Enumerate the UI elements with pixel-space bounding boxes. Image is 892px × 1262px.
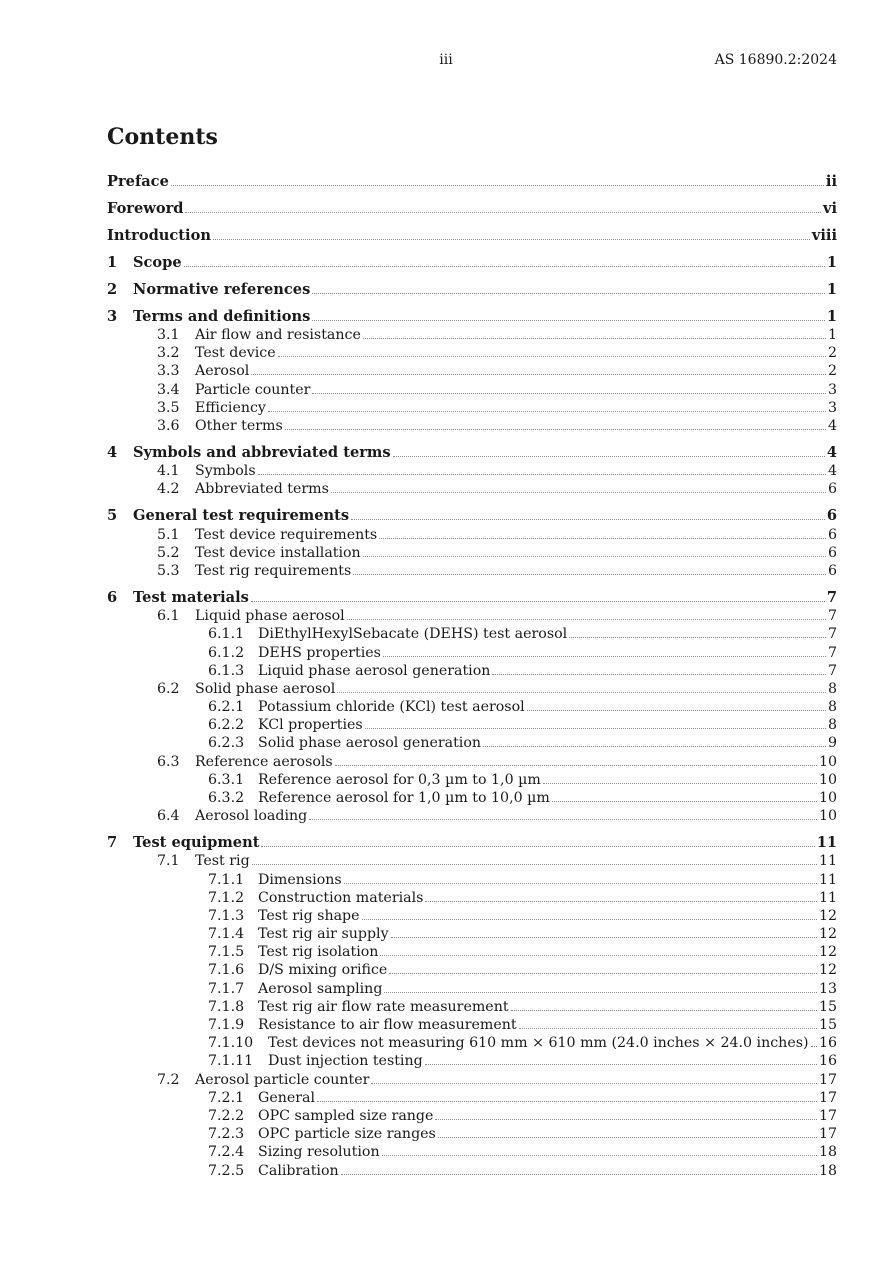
toc-entry-title: Test device requirements xyxy=(195,526,378,543)
toc-entry-page: 18 xyxy=(818,1144,837,1161)
toc-entry-number: 7.1.3 xyxy=(208,907,245,924)
toc-entry-page: 11 xyxy=(818,853,837,870)
toc-entry-number: 7.1.7 xyxy=(208,980,245,997)
toc-entry-page: 12 xyxy=(818,962,837,979)
dot-leader xyxy=(425,889,817,902)
toc-entry-title: Test devices not measuring 610 mm × 610 mm (24.0 inches × 24.0 inches) xyxy=(268,1035,809,1052)
dot-leader xyxy=(438,1125,817,1138)
dot-leader xyxy=(347,607,826,620)
toc-entry[interactable] xyxy=(107,834,837,852)
toc-entry[interactable] xyxy=(107,1143,837,1161)
toc-entry[interactable] xyxy=(107,1125,837,1143)
toc-entry-title: Aerosol loading xyxy=(195,808,308,825)
dot-leader xyxy=(317,1089,817,1102)
toc-entry-page: 15 xyxy=(818,998,837,1015)
header-page-number: iii xyxy=(439,52,453,68)
toc-entry[interactable] xyxy=(107,1071,837,1089)
toc-entry-title: Test materials xyxy=(133,588,249,606)
toc-entry-title: Particle counter xyxy=(195,381,311,398)
dot-leader xyxy=(344,871,817,884)
toc-entry-page: 4 xyxy=(827,463,837,480)
toc-entry-page: 7 xyxy=(827,626,837,643)
toc-entry[interactable] xyxy=(107,254,837,272)
toc-entry-title: Resistance to air flow measurement xyxy=(258,1017,517,1034)
toc-entry[interactable] xyxy=(107,716,837,734)
dot-leader xyxy=(341,1162,817,1175)
toc-entry-page: 4 xyxy=(827,418,837,435)
toc-entry[interactable] xyxy=(107,1107,837,1125)
toc-entry-number: 7.1 xyxy=(157,853,180,870)
dot-leader xyxy=(811,1034,817,1047)
table-of-contents xyxy=(107,173,837,1180)
toc-entry[interactable] xyxy=(107,399,837,417)
toc-entry[interactable] xyxy=(107,308,837,326)
toc-entry-number: 7.2.3 xyxy=(208,1126,245,1143)
toc-entry[interactable] xyxy=(107,753,837,771)
toc-entry[interactable] xyxy=(107,943,837,961)
toc-entry[interactable] xyxy=(107,662,837,680)
toc-entry-title: General test requirements xyxy=(133,507,350,525)
toc-entry[interactable] xyxy=(107,344,837,362)
toc-entry-title: D/S mixing orifice xyxy=(258,962,388,979)
toc-entry-number: 7 xyxy=(107,834,118,852)
toc-entry-title: OPC sampled size range xyxy=(258,1107,434,1124)
dot-leader xyxy=(335,753,817,766)
toc-entry-title: DiEthylHexylSebacate (DEHS) test aerosol xyxy=(258,626,568,643)
toc-entry-title: Symbols xyxy=(195,463,256,480)
toc-entry-page: 1 xyxy=(826,280,837,298)
toc-entry-page: 11 xyxy=(816,834,837,852)
toc-entry-number: 5 xyxy=(107,507,118,525)
toc-entry-number: 7.1.9 xyxy=(208,1017,245,1034)
dot-leader xyxy=(365,716,826,729)
toc-entry-page: 12 xyxy=(818,926,837,943)
toc-entry-title: Reference aerosols xyxy=(195,753,333,770)
toc-entry-title: Potassium chloride (KCl) test aerosol xyxy=(258,699,525,716)
dot-leader xyxy=(389,961,817,974)
toc-entry-title: Reference aerosol for 0,3 µm to 1,0 µm xyxy=(258,771,541,788)
toc-entry-number: 5.3 xyxy=(157,562,180,579)
toc-entry[interactable] xyxy=(107,200,837,218)
toc-entry-number: 5.1 xyxy=(157,526,180,543)
toc-entry-title: Aerosol xyxy=(195,363,250,380)
toc-entry-page: 7 xyxy=(827,662,837,679)
toc-entry-title: Calibration xyxy=(258,1162,339,1179)
dot-leader xyxy=(362,907,817,920)
toc-entry-page: 15 xyxy=(818,1017,837,1034)
toc-entry-page: 6 xyxy=(827,526,837,543)
toc-entry-title: Liquid phase aerosol xyxy=(195,608,345,625)
toc-entry-page: 1 xyxy=(826,253,837,271)
toc-entry[interactable] xyxy=(107,644,837,662)
toc-entry-title: Dust injection testing xyxy=(268,1053,423,1070)
toc-entry-title: Test rig isolation xyxy=(258,944,379,961)
toc-entry[interactable] xyxy=(107,227,837,245)
dot-leader xyxy=(312,308,824,321)
dot-leader xyxy=(393,444,825,457)
toc-entry-number: 3.3 xyxy=(157,363,180,380)
toc-entry-page: 7 xyxy=(826,588,837,606)
toc-entry-number: 5.2 xyxy=(157,544,180,561)
toc-entry-page: 7 xyxy=(827,608,837,625)
toc-entry-page: 17 xyxy=(818,1089,837,1106)
toc-entry[interactable] xyxy=(107,1034,837,1052)
toc-entry-page: 17 xyxy=(818,1071,837,1088)
toc-entry-page: 9 xyxy=(827,735,837,752)
dot-leader xyxy=(213,227,810,240)
toc-entry-title: Efficiency xyxy=(195,399,266,416)
toc-entry-number: 1 xyxy=(107,253,118,271)
page-title: Contents xyxy=(107,124,218,150)
dot-leader xyxy=(353,562,826,575)
toc-entry[interactable] xyxy=(107,698,837,716)
dot-leader xyxy=(309,807,817,820)
toc-entry-number: 3 xyxy=(107,307,118,325)
dot-leader xyxy=(261,834,814,847)
toc-entry-page: 6 xyxy=(827,562,837,579)
toc-entry[interactable] xyxy=(107,607,837,625)
toc-entry-number: 7.2.2 xyxy=(208,1107,245,1124)
toc-entry[interactable] xyxy=(107,362,837,380)
toc-entry[interactable] xyxy=(107,1052,837,1070)
toc-entry-page: 11 xyxy=(818,889,837,906)
toc-entry-number: 4 xyxy=(107,444,118,462)
toc-entry-page: 10 xyxy=(818,771,837,788)
dot-leader xyxy=(543,771,817,784)
toc-entry-number: 7.1.4 xyxy=(208,926,245,943)
dot-leader xyxy=(351,507,825,520)
toc-entry-number: 7.2.4 xyxy=(208,1144,245,1161)
toc-entry[interactable] xyxy=(107,961,837,979)
toc-entry-number: 3.1 xyxy=(157,327,180,344)
toc-entry-number: 4.2 xyxy=(157,481,180,498)
toc-entry-title: Preface xyxy=(107,173,169,190)
dot-leader xyxy=(382,1143,817,1156)
dot-leader xyxy=(251,589,825,602)
dot-leader xyxy=(483,734,826,747)
toc-entry-number: 3.4 xyxy=(157,381,180,398)
dot-leader xyxy=(552,789,817,802)
toc-entry[interactable] xyxy=(107,562,837,580)
toc-entry-title: Reference aerosol for 1,0 µm to 10,0 µm xyxy=(258,790,550,806)
toc-entry-title: Test rig shape xyxy=(258,907,360,924)
toc-entry[interactable] xyxy=(107,281,837,299)
dot-leader xyxy=(384,980,817,993)
toc-entry-page: 1 xyxy=(827,327,837,344)
toc-entry-page: 2 xyxy=(827,345,837,362)
toc-entry[interactable] xyxy=(107,1162,837,1180)
toc-entry[interactable] xyxy=(107,173,837,191)
dot-leader xyxy=(268,399,826,412)
toc-entry[interactable] xyxy=(107,889,837,907)
dot-leader xyxy=(435,1107,817,1120)
dot-leader xyxy=(519,1016,817,1029)
dot-leader xyxy=(425,1052,817,1065)
toc-entry-page: 6 xyxy=(826,507,837,525)
toc-entry-number: 7.1.10 xyxy=(208,1035,254,1052)
toc-entry-title: Solid phase aerosol xyxy=(195,680,336,697)
dot-leader xyxy=(312,381,826,394)
toc-entry-title: Test rig xyxy=(195,853,250,870)
toc-entry[interactable] xyxy=(107,326,837,344)
toc-entry-page: 8 xyxy=(827,717,837,734)
toc-entry-title: General xyxy=(258,1089,316,1106)
dot-leader xyxy=(492,662,826,675)
toc-entry-page: 10 xyxy=(818,808,837,825)
toc-entry-page: 2 xyxy=(827,363,837,380)
dot-leader xyxy=(285,417,826,430)
toc-entry-number: 6.3.2 xyxy=(208,790,245,806)
toc-entry[interactable] xyxy=(107,807,837,825)
toc-entry[interactable] xyxy=(107,907,837,925)
toc-entry-number: 7.1.5 xyxy=(208,944,245,961)
toc-entry-number: 2 xyxy=(107,280,118,298)
header-standard-id: AS 16890.2:2024 xyxy=(714,52,837,68)
toc-entry-number: 3.5 xyxy=(157,399,180,416)
toc-entry[interactable] xyxy=(107,871,837,889)
toc-entry-title: Test device xyxy=(195,345,276,362)
toc-entry-title: DEHS properties xyxy=(258,644,381,661)
toc-entry[interactable] xyxy=(107,589,837,607)
toc-entry-title: Liquid phase aerosol generation xyxy=(258,662,491,679)
toc-entry-page: 18 xyxy=(818,1162,837,1179)
toc-entry-number: 6.3.1 xyxy=(208,771,245,788)
toc-entry-page: 17 xyxy=(818,1107,837,1124)
dot-leader xyxy=(252,852,817,865)
toc-entry-number: 6.4 xyxy=(157,808,180,825)
toc-entry-page: 1 xyxy=(826,307,837,325)
toc-entry-page: 3 xyxy=(827,399,837,416)
toc-entry-page: 10 xyxy=(818,753,837,770)
dot-leader xyxy=(379,526,826,539)
toc-entry-title: Symbols and abbreviated terms xyxy=(133,444,391,462)
toc-entry[interactable] xyxy=(107,771,837,789)
toc-entry-number: 7.2.5 xyxy=(208,1162,245,1179)
toc-entry-page: ii xyxy=(825,173,837,190)
toc-entry-title: Test rig air supply xyxy=(258,926,389,943)
toc-entry-title: Normative references xyxy=(133,280,311,298)
dot-leader xyxy=(278,344,826,357)
toc-entry[interactable] xyxy=(107,1089,837,1107)
toc-entry-title: KCl properties xyxy=(258,717,363,734)
dot-leader xyxy=(251,362,826,375)
toc-entry-number: 7.1.8 xyxy=(208,998,245,1015)
dot-leader xyxy=(184,254,825,267)
toc-entry-number: 6.2 xyxy=(157,680,180,697)
toc-entry-title: Dimensions xyxy=(258,871,342,888)
dot-leader xyxy=(391,925,817,938)
dot-leader xyxy=(312,281,825,294)
toc-entry-title: OPC particle size ranges xyxy=(258,1126,436,1143)
toc-entry-title: Terms and definitions xyxy=(133,307,311,325)
toc-entry[interactable] xyxy=(107,980,837,998)
toc-entry[interactable] xyxy=(107,444,837,462)
dot-leader xyxy=(331,480,826,493)
toc-entry-title: Solid phase aerosol generation xyxy=(258,735,482,752)
toc-entry-page: 11 xyxy=(818,871,837,888)
toc-entry-page: viii xyxy=(811,226,837,244)
toc-entry-page: 7 xyxy=(827,644,837,661)
toc-entry-title: Test rig air flow rate measurement xyxy=(258,998,509,1015)
toc-entry-page: 16 xyxy=(818,1053,837,1070)
toc-entry-title: Aerosol sampling xyxy=(258,980,383,997)
toc-entry-title: Test device installation xyxy=(195,544,361,561)
toc-entry-page: 4 xyxy=(826,444,837,462)
toc-entry-page: 6 xyxy=(827,544,837,561)
toc-entry-number: 7.1.11 xyxy=(208,1053,254,1070)
toc-entry-title: Test rig requirements xyxy=(195,562,352,579)
toc-entry-number: 6.3 xyxy=(157,753,180,770)
toc-entry[interactable] xyxy=(107,625,837,643)
dot-leader xyxy=(258,462,826,475)
toc-entry-page: 8 xyxy=(827,680,837,697)
toc-entry-number: 6.1.3 xyxy=(208,662,245,679)
toc-entry-page: 8 xyxy=(827,699,837,716)
toc-entry-number: 7.1.6 xyxy=(208,962,245,979)
toc-entry-page: 13 xyxy=(818,980,837,997)
toc-entry-page: 6 xyxy=(827,481,837,498)
toc-entry[interactable] xyxy=(107,526,837,544)
toc-entry-number: 7.2.1 xyxy=(208,1089,245,1106)
dot-leader xyxy=(527,698,826,711)
dot-leader xyxy=(371,1071,817,1084)
dot-leader xyxy=(337,680,826,693)
dot-leader xyxy=(380,943,817,956)
dot-leader xyxy=(363,544,826,557)
dot-leader xyxy=(171,173,824,186)
toc-entry-title: Scope xyxy=(133,253,182,271)
toc-entry-number: 6 xyxy=(107,588,118,606)
toc-entry-title: Other terms xyxy=(195,418,283,435)
toc-entry[interactable] xyxy=(107,925,837,943)
toc-entry-number: 6.2.3 xyxy=(208,735,245,752)
toc-entry-page: vi xyxy=(822,199,837,217)
toc-entry[interactable] xyxy=(107,789,837,807)
toc-entry[interactable] xyxy=(107,998,837,1016)
toc-entry-number: 3.2 xyxy=(157,345,180,362)
toc-entry-title: Foreword xyxy=(107,199,184,217)
toc-entry[interactable] xyxy=(107,734,837,752)
toc-entry-title: Abbreviated terms xyxy=(195,481,329,498)
toc-entry[interactable] xyxy=(107,1016,837,1034)
dot-leader xyxy=(363,326,826,339)
toc-entry-number: 6.1 xyxy=(157,608,180,625)
toc-entry[interactable] xyxy=(107,462,837,480)
toc-entry-title: Sizing resolution xyxy=(258,1144,380,1161)
toc-entry-page: 3 xyxy=(827,381,837,398)
toc-entry-number: 7.2 xyxy=(157,1071,180,1088)
toc-entry[interactable] xyxy=(107,680,837,698)
toc-entry-number: 7.1.2 xyxy=(208,889,245,906)
dot-leader xyxy=(569,625,826,638)
toc-entry-page: 10 xyxy=(818,790,837,806)
toc-entry-page: 16 xyxy=(818,1035,837,1052)
toc-entry-number: 6.1.1 xyxy=(208,626,245,643)
toc-entry[interactable] xyxy=(107,507,837,525)
toc-entry[interactable] xyxy=(107,544,837,562)
toc-entry-title: Air flow and resistance xyxy=(195,327,361,344)
toc-entry-title: Introduction xyxy=(107,226,211,244)
toc-entry-title: Aerosol particle counter xyxy=(195,1071,370,1088)
dot-leader xyxy=(185,200,821,213)
toc-entry-number: 6.2.1 xyxy=(208,699,245,716)
toc-entry[interactable] xyxy=(107,480,837,498)
toc-entry-number: 6.2.2 xyxy=(208,717,245,734)
toc-entry[interactable] xyxy=(107,381,837,399)
toc-entry-page: 12 xyxy=(818,907,837,924)
toc-entry[interactable] xyxy=(107,852,837,870)
toc-entry-title: Test equipment xyxy=(133,834,260,852)
toc-entry-number: 4.1 xyxy=(157,463,180,480)
dot-leader xyxy=(511,998,817,1011)
toc-entry-page: 17 xyxy=(818,1126,837,1143)
toc-entry-number: 7.1.1 xyxy=(208,871,245,888)
toc-entry-number: 3.6 xyxy=(157,418,180,435)
toc-entry-title: Construction materials xyxy=(258,889,424,906)
dot-leader xyxy=(383,644,826,657)
toc-entry-page: 12 xyxy=(818,944,837,961)
toc-entry[interactable] xyxy=(107,417,837,435)
toc-entry-number: 6.1.2 xyxy=(208,644,245,661)
